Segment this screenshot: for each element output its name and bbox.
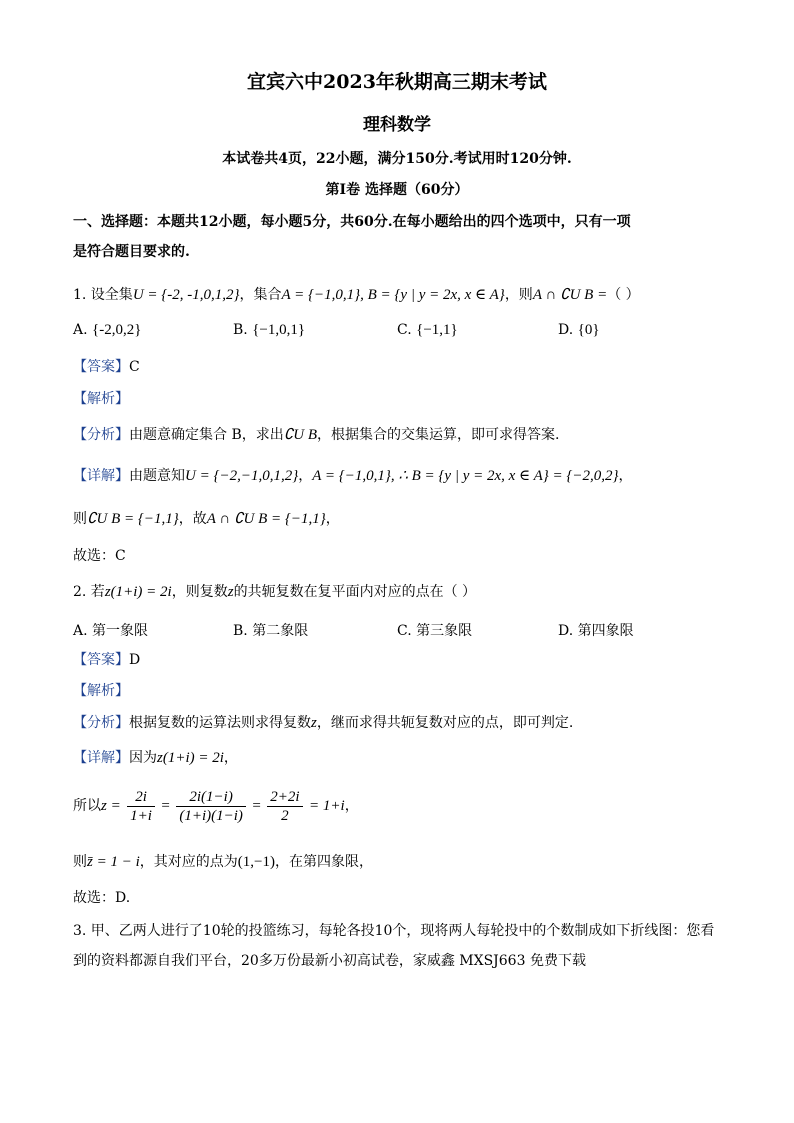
q1-option-a: A. {-2,0,2} xyxy=(73,322,142,338)
fraction-3: $\frac{2+2i}{2}$ xyxy=(267,788,302,825)
section-heading: 第Ⅰ卷 选择题（60分） xyxy=(325,182,469,198)
q2-stem: 2. 若z(1+i) = 2i，则复数z的共轭复数在复平面内对应的点在（ ） xyxy=(73,584,477,600)
q1-answer xyxy=(73,358,140,376)
q1-expression: A ∩ ∁U B = xyxy=(532,287,608,303)
q1-set-u: U = {-2, -1,0,1,2} xyxy=(132,287,240,303)
q1-detail: 【详解】由题意知U = {−2,−1,0,1,2}，A = {−1,0,1}, ∴ B = {y | y = 2x, x ∈ A} = {−2,0,2}， xyxy=(73,468,633,484)
q1-option-c: C. {−1,1} xyxy=(397,322,458,338)
q1-text-mid: ，集合 xyxy=(239,287,282,303)
subject-title: 理科数学 xyxy=(363,115,431,135)
q3-stem-line-2: 到的资料都源自我们平台，20多万份最新小初高试卷，家威鑫 MXSJ663 免费下载 xyxy=(73,953,586,969)
exam-title: 宜宾六中2023年秋期高三期末考试 xyxy=(247,71,547,93)
fraction-2: $\frac{2i(1-i)}{(1+i)(1-i)}$ xyxy=(176,788,246,825)
answer-tag: 【答案】 xyxy=(73,359,129,375)
q1-set-ab: A = {−1,0,1}, B = {y | y = 2x, x ∈ A} xyxy=(281,287,505,303)
q1-analysis-tag: 【解析】 xyxy=(73,391,129,407)
q3-stem-line-1: 3. 甲、乙两人进行了10轮的投篮练习，每轮各投10个，现将两人每轮投中的个数制成如下折线图：您看 xyxy=(73,923,715,939)
q2-fenxi: 【分析】根据复数的运算法则求得复数z，继而求得共轭复数对应的点，即可判定. xyxy=(73,715,574,731)
q2-option-b: B. 第二象限 xyxy=(233,623,309,639)
q1-stem xyxy=(73,286,640,304)
fraction-1: $\frac{2i}{1+i}$ xyxy=(127,788,155,825)
q1-option-d: D. {0} xyxy=(558,322,600,338)
answer-value: C xyxy=(129,359,140,375)
q1-choose: 故选：C xyxy=(73,548,126,564)
q2-choose: 故选：D. xyxy=(73,890,131,906)
q2-option-d: D. 第四象限 xyxy=(558,623,634,639)
instructions-line-1: 一、选择题：本题共12小题，每小题5分，共60分.在每小题给出的四个选项中，只有一项 xyxy=(73,214,631,230)
exam-info: 本试卷共4页，22小题，满分150分.考试用时120分钟. xyxy=(222,151,572,167)
q1-fenxi: 【分析】由题意确定集合 B，求出∁U B，根据集合的交集运算，即可求得答案. xyxy=(73,427,560,443)
q1-detail-line-2: 则∁U B = {−1,1}，故A ∩ ∁U B = {−1,1}， xyxy=(73,511,340,527)
q2-detail: 【详解】因为z(1+i) = 2i， xyxy=(73,750,238,766)
q1-paren: （ ） xyxy=(607,287,640,303)
q2-option-a: A. 第一象限 xyxy=(73,623,149,639)
instructions-line-2: 是符合题目要求的. xyxy=(73,244,190,260)
q2-conjugate: 则z̄ = 1 − i，其对应的点为(1,−1)，在第四象限， xyxy=(73,854,373,870)
q2-answer: 【答案】D xyxy=(73,652,141,668)
q1-text-tail: ，则 xyxy=(504,287,533,303)
q1-number: 1. 设全集 xyxy=(73,287,133,303)
q2-analysis-tag: 【解析】 xyxy=(73,683,129,699)
q2-fraction-line: 所以z = $\frac{2i}{1+i}$ = $\frac{2i(1-i)}{(1+i)(1-i)}$ = $\frac{2+2i}{2}$ = 1+i， xyxy=(73,788,359,824)
q2-option-c: C. 第三象限 xyxy=(397,623,473,639)
q1-option-b: B. {−1,0,1} xyxy=(233,322,306,338)
